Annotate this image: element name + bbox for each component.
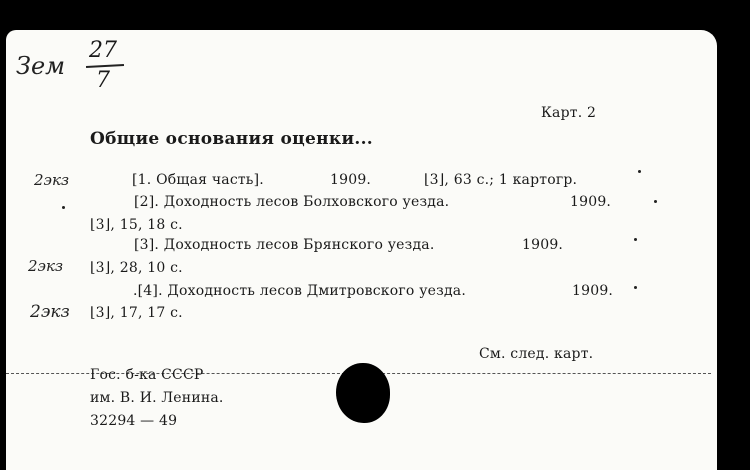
library-name: Гос. б-ка СССР [90,367,204,383]
entry-1-desc: ⌊3⌋, 63 с.; 1 картогр. [424,172,578,188]
entry-1-title: [1. Общая часть]. [132,172,264,188]
entry-4-desc: ⌊3⌋, 17, 17 с. [90,305,183,321]
entry-2-title: [2]. Доходность лесов Болховского уезда. [134,194,450,210]
shelf-number-bottom: 7 [96,68,110,93]
card-number: Карт. 2 [541,105,597,121]
see-next-card: См. след. карт. [479,346,594,362]
speck [638,170,641,173]
copies-mark-1: 2экз [34,171,70,189]
entry-3-title: [3]. Доходность лесов Брянского уезда. [134,237,435,253]
speck [62,206,65,209]
entry-3-desc: ⌊3⌋, 28, 10 с. [90,260,183,276]
card-title: Общие основания оценки... [90,129,374,149]
copies-mark-3: 2экз [30,302,70,322]
library-name-2: им. В. И. Ленина. [90,390,224,406]
entry-2-year: 1909. [570,194,612,210]
speck [634,286,637,289]
ink-blot [336,363,390,423]
accession-number: 32294 — 49 [90,413,178,429]
speck [654,200,657,203]
entry-1-year: 1909. [330,172,372,188]
entry-2-desc: ⌊3⌋, 15, 18 с. [90,217,183,233]
entry-4-year: 1909. [572,283,614,299]
shelf-prefix: Зем [16,52,66,80]
catalog-card [6,30,717,470]
entry-3-year: 1909. [522,237,564,253]
shelf-number-top: 27 [89,38,117,63]
speck [634,238,637,241]
entry-4-title: .[4]. Доходность лесов Дмитровского уезда. [133,283,466,299]
copies-mark-2: 2экз [28,257,64,275]
